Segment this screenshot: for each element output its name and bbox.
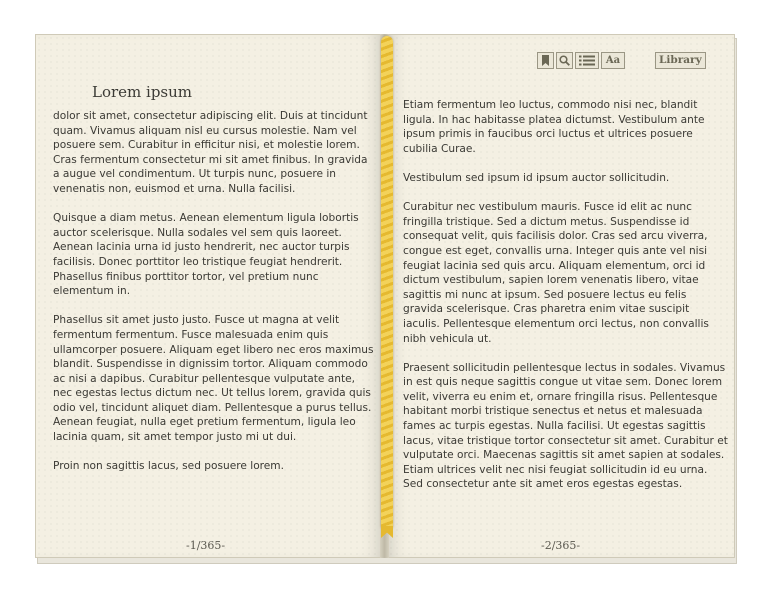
left-page-text xyxy=(53,109,375,488)
paragraph: Phasellus sit amet justo justo. Fusce ut magna at velit fermentum fermentum. Fusce malesuada enim quis ullamcorper posuere. Aliquam eget libero nec eros maximus blandit. Suspendisse in dignissim tortor. Aliquam commodo ac nisi a dapibus. Curabitur pellentesque vulputate ante, nec egestas lectus dictum nec. Ut tellus lorem, gravida quis odio vel, tincidunt aliquet diam. Pellentesque a purus tellus. Aenean feugiat, nulla eget pretium fermentum, ligula leo lacinia quam, sit amet tempor justo mi ut dui. xyxy=(53,314,374,444)
paragraph: Proin non sagittis lacus, sed posuere lorem. xyxy=(53,460,284,473)
bookmark-ribbon xyxy=(381,36,393,528)
font-size-button[interactable]: Aa xyxy=(601,52,625,69)
open-book xyxy=(35,34,735,560)
right-page[interactable] xyxy=(387,34,735,558)
paragraph: Etiam fermentum leo luctus, commodo nisi nec, blandit ligula. In hac habitasse platea dictumst. Vestibulum ante ipsum primis in faucibus orci luctus et ultrices posuere cubilia Curae. xyxy=(403,99,705,155)
search-button[interactable] xyxy=(556,52,573,69)
list-icon xyxy=(579,55,595,66)
search-icon xyxy=(559,55,570,66)
paragraph: Quisque a diam metus. Aenean elementum ligula lobortis auctor scelerisque. Nulla sodales vel sem quis laoreet. Aenean lacinia urna id justo hendrerit, nec auctor turpis facilisis. Donec porttitor leo tristique feugiat hendrerit. Phasellus finibus porttitor tortor, vel pretium nunc elementum in. xyxy=(53,212,359,298)
library-button[interactable]: Library xyxy=(655,52,706,69)
reader-toolbar xyxy=(537,52,625,69)
bookmark-icon xyxy=(541,55,550,66)
paragraph: Vestibulum sed ipsum id ipsum auctor sollicitudin. xyxy=(403,171,670,184)
page-number: -2/365- xyxy=(541,539,581,552)
page-title: Lorem ipsum xyxy=(92,83,193,101)
paragraph: Praesent sollicitudin pellentesque lectus in sodales. Vivamus in est quis neque sagittis congue ut vitae sem. Donec lorem velit, viverra eu enim et, ornare fringilla risus. Pellentesque habitant morbi tristique senectus et netus et malesuada fames ac turpis egestas. Nulla facilisi. Ut egestas sagittis lacus, vitae tristique tortor consectetur sit amet. Curabitur et vulputate orci. Maecenas sagittis sit amet sapien at sodales. Etiam ultrices velit nec nisi feugiat sollicitudin id eu urna. Sed consectetur ante sit amet eros egestas egestas. xyxy=(403,361,728,491)
page-number: -1/365- xyxy=(186,539,226,552)
right-page-text xyxy=(403,98,729,507)
paragraph: Curabitur nec vestibulum mauris. Fusce id elit ac nunc fringilla tristique. Sed a dictum metus. Suspendisse id consequat velit, quis facilisis dolor. Cras sed arcu viverra, congue est eget, convallis urna. Integer quis ante vel nisi feugiat lacinia sed quis arcu. Aliquam elementum, orci id dictum vestibulum, sapien lorem venenatis libero, vitae sagittis mi nunc at ipsum. Sed posuere lectus eu felis gravida scelerisque. Cras pharetra enim vitae suscipit iaculis. Pellentesque elementum orci lectus, non convallis nibh vehicula ut. xyxy=(403,201,709,345)
bookmark-button[interactable] xyxy=(537,52,554,69)
contents-button[interactable] xyxy=(575,52,599,69)
left-page[interactable] xyxy=(35,34,382,558)
paragraph: dolor sit amet, consectetur adipiscing elit. Duis at tincidunt quam. Vivamus aliquam nisl eu cursus molestie. Nam vel posuere sem. Curabitur in efficitur nisi, et molestie lorem. Cras fermentum consectetur mi sit amet finibus. In gravida a augue vel condimentum. Ut turpis nunc, posuere in venenatis non, euismod et urna. Nulla facilisi. xyxy=(53,110,368,195)
